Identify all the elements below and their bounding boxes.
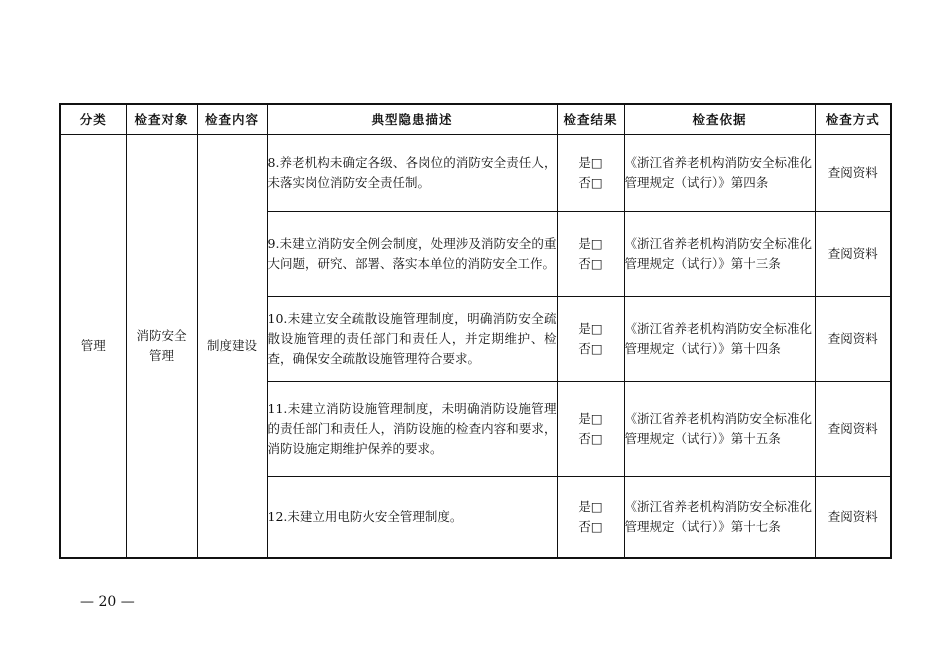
result-yes-checkbox[interactable]: 是□ [578,236,603,251]
row-basis: 《浙江省养老机构消防安全标准化管理规定（试行）》第十三条 [624,212,815,297]
row-result [557,212,624,297]
row-result [557,477,624,559]
row-description: 10.未建立安全疏散设施管理制度，明确消防安全疏散设施管理的责任部门和责任人，并定期维护、检查，确保安全疏散设施管理符合要求。 [267,297,557,382]
header-description: 典型隐患描述 [267,104,557,135]
result-no-checkbox[interactable]: 否□ [578,431,603,446]
result-no-checkbox[interactable]: 否□ [578,175,603,190]
header-category: 分类 [60,104,126,135]
result-no-checkbox[interactable]: 否□ [578,519,603,534]
row-method: 查阅资料 [815,297,891,382]
inspection-table [59,103,892,559]
row-description: 11.未建立消防设施管理制度，未明确消防设施管理的责任部门和责任人，消防设施的检查内容和要求，消防设施定期维护保养的要求。 [267,382,557,477]
group-object-line2: 管理 [148,348,174,363]
row-method: 查阅资料 [815,382,891,477]
result-yes-checkbox[interactable]: 是□ [578,155,603,170]
row-result [557,382,624,477]
row-method: 查阅资料 [815,135,891,212]
group-content: 制度建设 [197,135,267,559]
inspection-sheet [59,103,890,553]
table-row [60,135,891,212]
header-object: 检查对象 [126,104,197,135]
header-method: 检查方式 [815,104,891,135]
group-object [126,135,197,559]
result-no-checkbox[interactable]: 否□ [578,256,603,271]
row-basis: 《浙江省养老机构消防安全标准化管理规定（试行）》第四条 [624,135,815,212]
result-no-checkbox[interactable]: 否□ [578,341,603,356]
row-description: 12.未建立用电防火安全管理制度。 [267,477,557,559]
group-category: 管理 [60,135,126,559]
header-basis: 检查依据 [624,104,815,135]
header-result: 检查结果 [557,104,624,135]
row-basis: 《浙江省养老机构消防安全标准化管理规定（试行）》第十七条 [624,477,815,559]
table-header-row [60,104,891,135]
row-result [557,297,624,382]
page-number: — 20 — [80,594,135,610]
result-yes-checkbox[interactable]: 是□ [578,321,603,336]
result-yes-checkbox[interactable]: 是□ [578,411,603,426]
row-basis: 《浙江省养老机构消防安全标准化管理规定（试行）》第十四条 [624,297,815,382]
row-method: 查阅资料 [815,477,891,559]
row-description: 9.未建立消防安全例会制度，处理涉及消防安全的重大问题，研究、部署、落实本单位的消防安全工作。 [267,212,557,297]
row-basis: 《浙江省养老机构消防安全标准化管理规定（试行）》第十五条 [624,382,815,477]
row-method: 查阅资料 [815,212,891,297]
result-yes-checkbox[interactable]: 是□ [578,499,603,514]
header-content: 检查内容 [197,104,267,135]
row-description: 8.养老机构未确定各级、各岗位的消防安全责任人，未落实岗位消防安全责任制。 [267,135,557,212]
row-result [557,135,624,212]
group-object-line1: 消防安全 [136,328,187,343]
